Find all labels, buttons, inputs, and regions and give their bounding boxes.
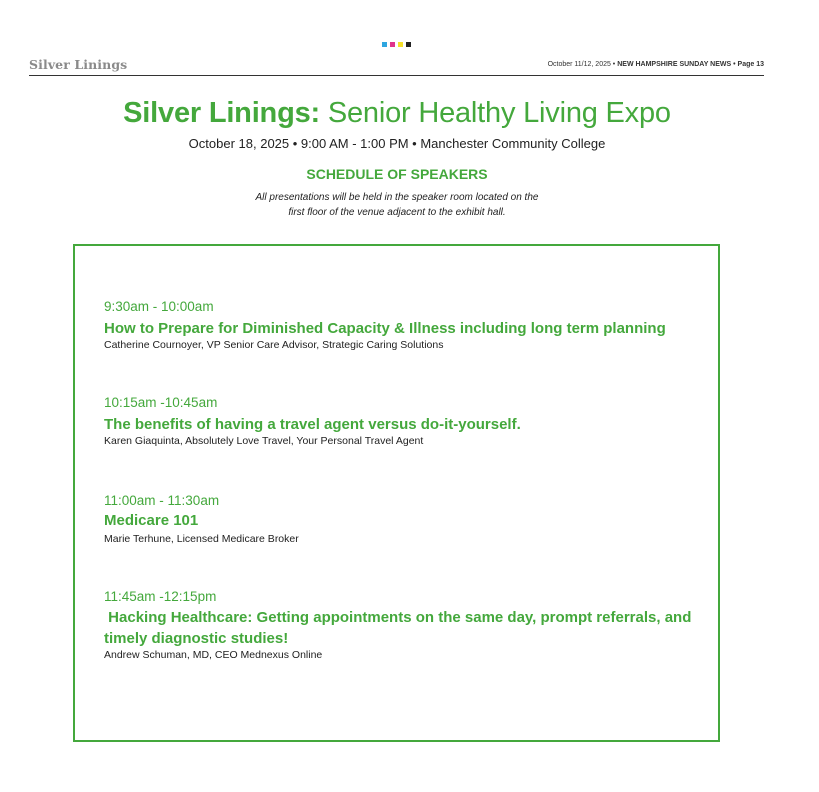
session-2 (104, 395, 704, 447)
title-event-name: Senior Healthy Living Expo (327, 97, 671, 129)
session-topic: Hacking Healthcare: Getting appointments on the same day, prompt referrals, and timely diagnostic studies! (104, 609, 696, 647)
registration-mark-magenta (390, 42, 395, 47)
registration-marks (382, 42, 411, 47)
event-details: October 18, 2025 • 9:00 AM - 1:00 PM • Manchester Community College (188, 136, 606, 151)
session-1 (104, 299, 704, 351)
session-time: 10:15am -10:45am (104, 395, 218, 410)
venue-note-line-1: All presentations will be held in the speaker room located on the (255, 192, 539, 203)
folio-paper-name: NEW HAMPSHIRE SUNDAY NEWS (617, 61, 732, 68)
folio-date: October 11/12, 2025 • (547, 61, 616, 68)
title-brand: Silver Linings: (123, 97, 320, 129)
session-speaker: Catherine Cournoyer, VP Senior Care Advisor, Strategic Caring Solutions (104, 339, 444, 351)
page-folio (548, 61, 764, 68)
session-time: 9:30am - 10:00am (104, 299, 214, 314)
session-time: 11:45am -12:15pm (104, 589, 217, 604)
registration-mark-black (406, 42, 411, 47)
session-3 (104, 493, 704, 545)
registration-mark-cyan (382, 42, 387, 47)
header-rule (29, 75, 764, 76)
session-speaker: Marie Terhune, Licensed Medicare Broker (104, 533, 299, 545)
page-title (0, 97, 794, 130)
session-topic: The benefits of having a travel agent versus do-it-yourself. (104, 416, 521, 433)
registration-mark-yellow (398, 42, 403, 47)
venue-note (0, 190, 794, 220)
section-name: Silver Linings (29, 57, 128, 72)
schedule-heading: SCHEDULE OF SPEAKERS (306, 166, 488, 182)
venue-note-line-2: first floor of the venue adjacent to the exhibit hall. (288, 207, 506, 218)
session-4 (104, 589, 704, 661)
session-speaker: Karen Giaquinta, Absolutely Love Travel, Your Personal Travel Agent (104, 435, 424, 447)
session-speaker: Andrew Schuman, MD, CEO Mednexus Online (104, 649, 323, 661)
folio-page-number: • Page 13 (733, 61, 764, 68)
session-time: 11:00am - 11:30am (104, 493, 220, 508)
session-topic: How to Prepare for Diminished Capacity & Illness including long term planning (104, 320, 666, 337)
session-topic: Medicare 101 (104, 512, 199, 529)
